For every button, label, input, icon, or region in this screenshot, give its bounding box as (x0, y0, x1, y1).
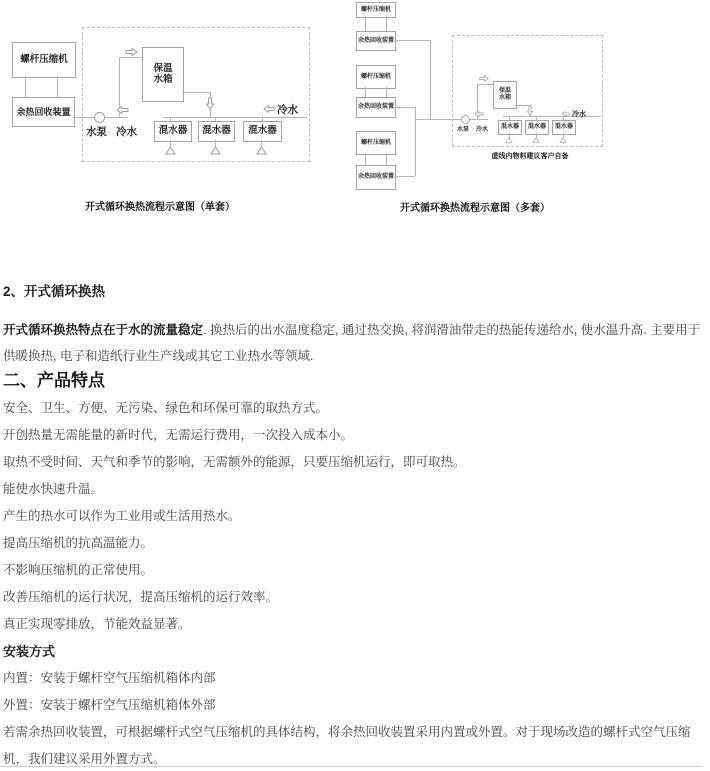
recovery-box (12, 97, 75, 127)
cold-inlet-label: 冷水 (572, 111, 586, 118)
pump-label: 水泵 (457, 127, 470, 133)
recovery-label: 余热回收装置 (357, 37, 394, 44)
connector-line (386, 153, 387, 165)
recovery-label: 余热回收装置 (357, 174, 394, 181)
section-heading-product-features: 二、产品特点 (3, 371, 105, 390)
arrow-left-icon (561, 111, 570, 117)
open-cycle-intro (3, 317, 707, 369)
tank-label-1: 保温 (498, 88, 511, 95)
connector-line (57, 76, 58, 97)
cold-inlet-label: 冷水 (277, 104, 298, 116)
arrow-left-icon (474, 111, 484, 117)
feature-item: 能使水快速升温。 (3, 482, 104, 496)
tank-outlet-line (182, 92, 210, 93)
recovery-label: 余热回收装置 (357, 104, 394, 111)
mixer-label: 混水器 (158, 125, 188, 137)
connector-line (386, 87, 387, 97)
feature-item: 开创热量无需能量的新时代，无需运行费用，一次投入成本小。 (3, 428, 354, 442)
arrow-left-icon (116, 106, 129, 114)
bus-line (415, 107, 416, 176)
cold-manifold-line (503, 116, 601, 117)
install-external: 外置：安装于螺杆空气压缩机箱体外部 (3, 698, 216, 712)
drain-triangle-icon (256, 146, 267, 155)
mixer-label: 混水器 (248, 125, 277, 137)
mixer-label: 混水器 (527, 124, 546, 131)
install-heading: 安装方式 (3, 644, 56, 659)
arrow-right-icon (125, 48, 138, 56)
compressor-label: 螺杆压缩机 (360, 139, 391, 146)
article-body (3, 283, 707, 771)
feature-item: 取热不受时间、天气和季节的影响，无需额外的能源，只要压缩机运行，即可取热。 (3, 455, 466, 469)
install-note: 若需余热回收装置，可根据螺杆式空气压缩机的具体结构，将余热回收装置采用内置或外置。对于现场改造的螺杆式空气压缩机，我们建议采用外置方式。 (3, 725, 691, 766)
recovery-out-line (394, 40, 430, 41)
mixer-box (525, 120, 549, 135)
mixer-box (154, 121, 192, 142)
cold-label: 冷水 (476, 127, 489, 133)
arrow-right-icon (479, 75, 489, 82)
cold-label: 冷水 (116, 126, 137, 138)
compressor-label: 螺杆压缩机 (360, 6, 391, 13)
compressor-box (356, 65, 396, 89)
intro-bold-lead: 开式循环换热特点在于水的流量稳定 (3, 323, 204, 337)
compressor-box (356, 131, 396, 155)
connector-line (386, 16, 387, 31)
feature-item: 提高压缩机的抗高温能力。 (3, 536, 154, 550)
drain-triangle-icon (210, 146, 221, 155)
diagram-single-caption: 开式循环换热流程示意图（单套） (85, 202, 235, 213)
arrow-down-icon (206, 97, 214, 110)
arrow-down-icon (527, 106, 533, 116)
mixer-box (498, 120, 522, 135)
mixer-box (243, 121, 282, 142)
compressor-box (356, 2, 396, 18)
tank-inlet-line (477, 84, 493, 85)
cold-manifold-line (163, 117, 307, 118)
connector-line (25, 76, 26, 97)
diagram-multi-caption: 开式循环换热流程示意图（多套） (400, 203, 550, 214)
install-internal: 内置：安装于螺杆空气压缩机箱体内部 (3, 671, 216, 685)
feature-item: 安全、卫生、方便、无污染、绿色和环保可靠的取热方式。 (3, 401, 329, 415)
mixer-box (198, 121, 235, 142)
pump-circle (461, 115, 470, 124)
pump-circle (94, 112, 105, 123)
diagram-multi (340, 0, 710, 220)
drain-triangle-icon (165, 146, 176, 155)
tank-label-2: 水箱 (153, 73, 173, 85)
pump-label: 水泵 (86, 126, 107, 138)
arrow-left-icon (263, 105, 275, 113)
mixer-label: 混水器 (554, 124, 573, 131)
drain-triangle-icon (559, 137, 567, 143)
recovery-out-line (394, 176, 415, 177)
recovery-box (356, 31, 396, 51)
compressor-label: 螺杆压缩机 (20, 53, 68, 65)
bottom-divider (0, 766, 702, 767)
compressor-box (12, 42, 76, 78)
mixer-label: 混水器 (202, 125, 231, 137)
tank-box (493, 81, 517, 109)
mixer-label: 混水器 (500, 124, 519, 131)
recovery-box (356, 165, 396, 190)
diagram-multi-note: 虚线内物料建议客户自备 (491, 153, 569, 160)
recovery-out-line (394, 107, 415, 108)
feature-item: 真正实现零排放，节能效益显著。 (3, 617, 191, 631)
compressor-label: 螺杆压缩机 (360, 73, 391, 80)
tank-label-1: 保温 (153, 62, 173, 74)
mixer-box (552, 120, 576, 135)
section-heading-open-cycle: 2、开式循环换热 (3, 284, 106, 299)
connector-line (365, 16, 366, 31)
intro-rest: . 换热后的出水温度稳定, 通过热交换, 将润滑油带走的热能传递给水, 使水温升高. 主要用于供暖换热, 电子和造纸行业生产线或其它工业热水等领域. (3, 323, 701, 363)
feature-item: 改善压缩机的运行状况，提高压缩机的运行效率。 (3, 590, 279, 604)
recovery-box (356, 97, 396, 118)
bus-line (430, 40, 431, 119)
drain-triangle-icon (505, 137, 513, 143)
tank-inlet-line (119, 57, 142, 58)
feature-item: 不影响压缩机的正常使用。 (3, 563, 154, 577)
tank-label-2: 水箱 (498, 95, 511, 101)
feature-item: 产生的热水可以作为工业用或生活用热水。 (3, 509, 241, 523)
recovery-label: 余热回收装置 (16, 106, 71, 117)
connector-line (365, 153, 366, 165)
drain-triangle-icon (532, 137, 540, 143)
tank-box (142, 47, 184, 102)
diagram-single (0, 0, 340, 220)
connector-line (365, 87, 366, 97)
